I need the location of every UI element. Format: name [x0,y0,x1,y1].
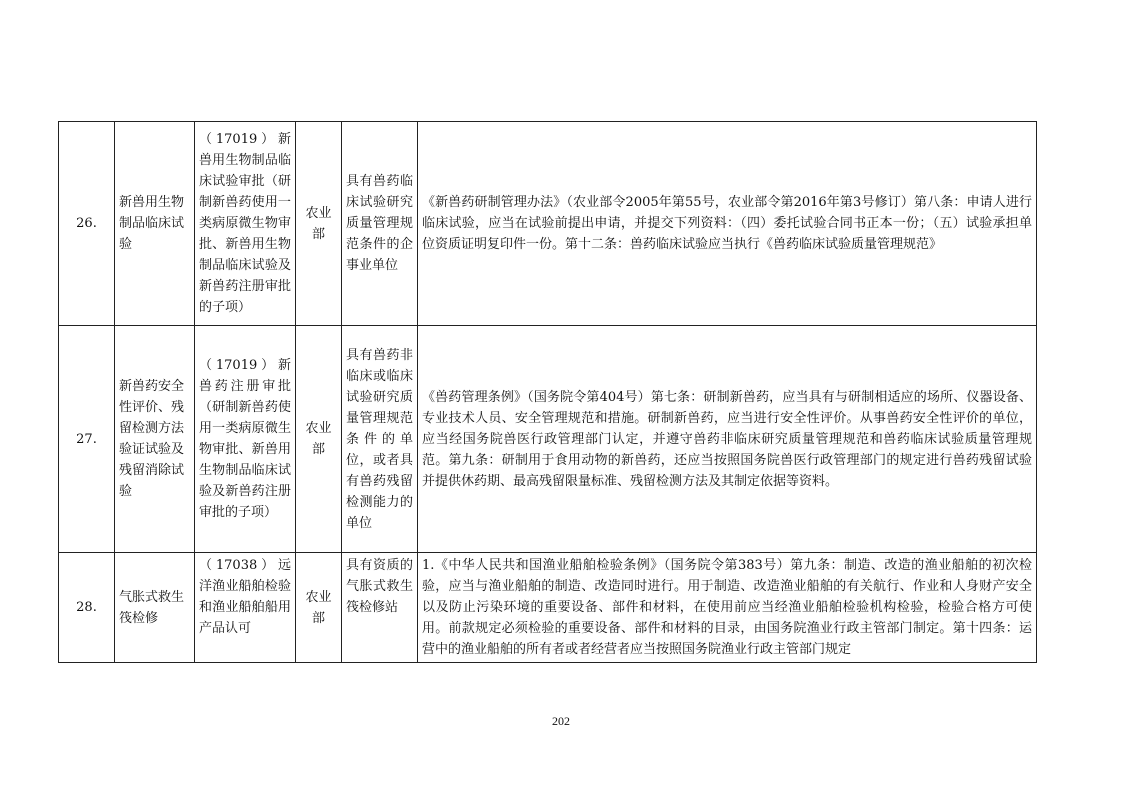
items-table [58,121,1037,663]
item-name: 新兽药安全性评价、残留检测方法验证试验及残留消除试验 [115,326,195,553]
parent-item: （17038）远洋渔业船舶检验和渔业船舶船用产品认可 [195,553,296,663]
qualification: 具有兽药非临床或临床试验研究质量管理规范条件的单位，或者具有兽药残留检测能力的单位 [342,326,418,553]
qualification: 具有资质的气胀式救生筏检修站 [342,553,418,663]
row-number: 28. [59,553,115,663]
row-number: 26. [59,122,115,326]
table-row [59,326,1037,553]
qualification: 具有兽药临床试验研究质量管理规范条件的企事业单位 [342,122,418,326]
table-row [59,553,1037,663]
legal-basis: 《兽药管理条例》（国务院令第404号）第七条：研制新兽药，应当具有与研制相适应的场所、仪器设备、专业技术人员、安全管理规范和措施。研制新兽药，应当进行安全性评价。从事兽药安全性评价的单位，应当经国务院兽医行政管理部门认定，并遵守兽药非临床研究质量管理规范和兽药临床试验质量管理规范。第九条：研制用于食用动物的新兽药，还应当按照国务院兽医行政管理部门的规定进行兽药残留试验并提供休药期、最高残留限量标准、残留检测方法及其制定依据等资料。 [418,326,1037,553]
item-name: 新兽用生物制品临床试验 [115,122,195,326]
table-row [59,122,1037,326]
item-name: 气胀式救生筏检修 [115,553,195,663]
department: 农业部 [296,326,342,553]
department: 农业部 [296,553,342,663]
legal-basis: 1.《中华人民共和国渔业船舶检验条例》（国务院令第383号）第九条：制造、改造的渔业船舶的初次检验，应当与渔业船舶的制造、改造同时进行。用于制造、改造渔业船舶的有关航行、作业和人身财产安全以及防止污染环境的重要设备、部件和材料，在使用前应当经渔业船舶检验机构检验，检验合格方可使用。前款规定必须检验的重要设备、部件和材料的目录，由国务院渔业行政主管部门制定。第十四条：运营中的渔业船舶的所有者或者经营者应当按照国务院渔业行政主管部门规定 [418,553,1037,663]
department: 农业部 [296,122,342,326]
page-number: 202 [552,714,570,728]
parent-item: （17019）新兽药注册审批（研制新兽药使用一类病原微生物审批、新兽用生物制品临床试验及新兽药注册审批的子项） [195,326,296,553]
parent-item: （17019）新兽用生物制品临床试验审批（研制新兽药使用一类病原微生物审批、新兽用生物制品临床试验及新兽药注册审批的子项） [195,122,296,326]
legal-basis: 《新兽药研制管理办法》（农业部令2005年第55号，农业部令第2016年第3号修订）第八条：申请人进行临床试验，应当在试验前提出申请，并提交下列资料：（四）委托试验合同书正本一份；（五）试验承担单位资质证明复印件一份。第十二条：兽药临床试验应当执行《兽药临床试验质量管理规范》 [418,122,1037,326]
row-number: 27. [59,326,115,553]
